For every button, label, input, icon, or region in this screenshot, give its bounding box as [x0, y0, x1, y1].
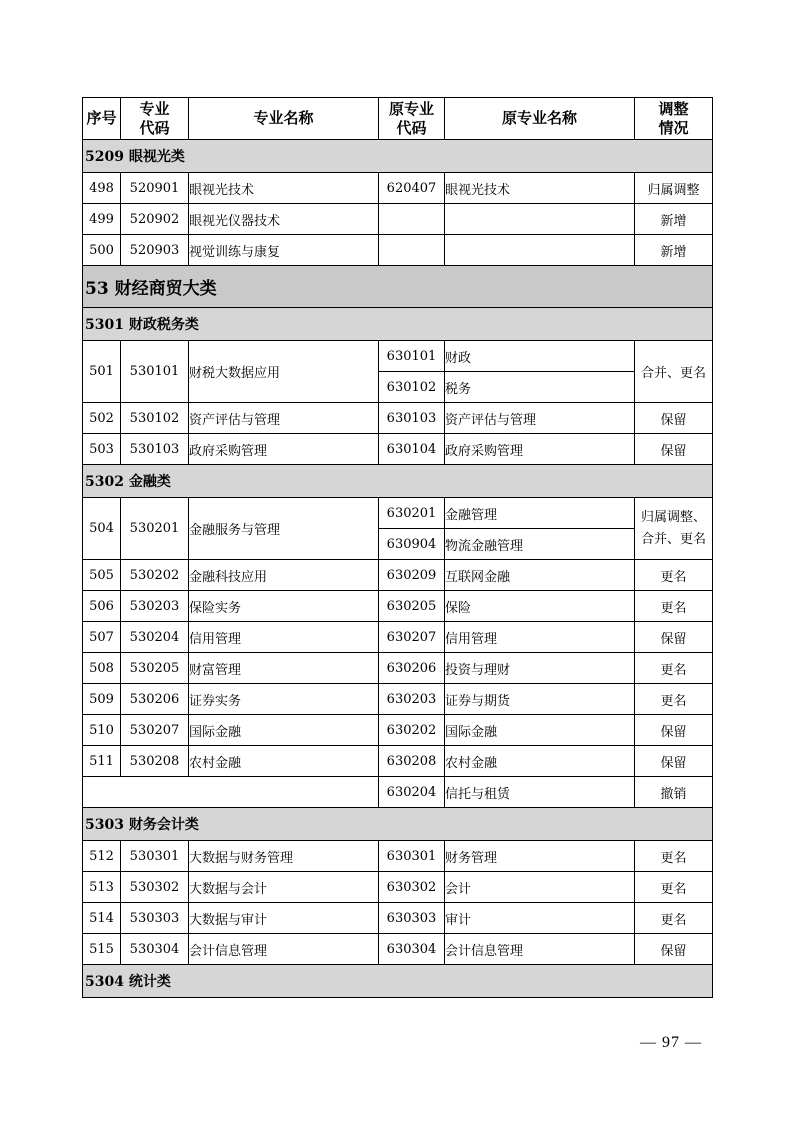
status-cell: 保留 — [635, 434, 713, 465]
header-code-text: 专业 代码 — [139, 99, 170, 137]
status-cell: 保留 — [635, 746, 713, 777]
header-orig-name: 原专业名称 — [445, 98, 635, 140]
orig-code-cell: 630201 — [379, 498, 445, 529]
orig-code-cell: 630207 — [379, 622, 445, 653]
status-cell: 更名 — [635, 841, 713, 872]
orig-name-cell: 审计 — [445, 903, 635, 934]
header-status — [635, 98, 713, 140]
name-cell: 资产评估与管理 — [189, 403, 379, 434]
orig-code-cell: 630102 — [379, 372, 445, 403]
status-cell: 撤销 — [635, 777, 713, 808]
orig-name-cell: 财务管理 — [445, 841, 635, 872]
category-5209: 5209 眼视光类 — [83, 140, 713, 173]
header-orig-code-text: 原专业 代码 — [388, 99, 434, 137]
name-cell: 财富管理 — [189, 653, 379, 684]
status-cell: 保留 — [635, 934, 713, 965]
orig-code-cell: 630904 — [379, 529, 445, 560]
orig-code-cell: 630206 — [379, 653, 445, 684]
name-cell: 大数据与财务管理 — [189, 841, 379, 872]
category-row — [83, 140, 713, 173]
category-5301: 5301 财政税务类 — [83, 308, 713, 341]
orig-code-cell: 630301 — [379, 841, 445, 872]
orig-name-cell: 保险 — [445, 591, 635, 622]
name-cell: 大数据与会计 — [189, 872, 379, 903]
code-cell: 520901 — [121, 173, 189, 204]
orig-name-cell: 互联网金融 — [445, 560, 635, 591]
table-row — [83, 560, 713, 591]
code-cell: 530202 — [121, 560, 189, 591]
header-seq: 序号 — [83, 98, 121, 140]
page-number: — 97 — — [640, 1034, 702, 1051]
orig-code-cell: 630103 — [379, 403, 445, 434]
orig-name-cell: 农村金融 — [445, 746, 635, 777]
orig-code-cell: 630203 — [379, 684, 445, 715]
category-row — [83, 308, 713, 341]
header-orig-code — [379, 98, 445, 140]
category-5303: 5303 财务会计类 — [83, 808, 713, 841]
seq-cell: 514 — [83, 903, 121, 934]
category-row — [83, 465, 713, 498]
seq-cell: 505 — [83, 560, 121, 591]
seq-cell: 510 — [83, 715, 121, 746]
header-name: 专业名称 — [189, 98, 379, 140]
status-cell: 合并、更名 — [635, 341, 713, 403]
orig-name-cell: 投资与理财 — [445, 653, 635, 684]
name-cell: 眼视光仪器技术 — [189, 204, 379, 235]
name-cell: 保险实务 — [189, 591, 379, 622]
header-row — [83, 98, 713, 140]
orig-code-cell: 630101 — [379, 341, 445, 372]
name-cell: 国际金融 — [189, 715, 379, 746]
table-row — [83, 591, 713, 622]
status-cell: 更名 — [635, 560, 713, 591]
code-cell: 530103 — [121, 434, 189, 465]
name-cell: 农村金融 — [189, 746, 379, 777]
status-text: 归属调整、 合并、更名 — [640, 509, 706, 547]
table-row — [83, 622, 713, 653]
orig-name-cell: 信托与租赁 — [445, 777, 635, 808]
table-row — [83, 173, 713, 204]
seq-cell: 508 — [83, 653, 121, 684]
category-5304: 5304 统计类 — [83, 965, 713, 998]
orig-code-cell: 630202 — [379, 715, 445, 746]
code-cell: 520903 — [121, 235, 189, 266]
orig-code-cell — [379, 235, 445, 266]
category-5302: 5302 金融类 — [83, 465, 713, 498]
status-cell: 保留 — [635, 715, 713, 746]
seq-cell: 512 — [83, 841, 121, 872]
orig-name-cell: 税务 — [445, 372, 635, 403]
seq-cell: 515 — [83, 934, 121, 965]
table-row — [83, 746, 713, 777]
status-cell: 保留 — [635, 622, 713, 653]
seq-cell: 513 — [83, 872, 121, 903]
orig-name-cell: 物流金融管理 — [445, 529, 635, 560]
table-row — [83, 903, 713, 934]
table-row — [83, 715, 713, 746]
code-cell: 530302 — [121, 872, 189, 903]
status-cell: 新增 — [635, 204, 713, 235]
orig-name-cell: 信用管理 — [445, 622, 635, 653]
seq-cell: 500 — [83, 235, 121, 266]
orig-code-cell: 630304 — [379, 934, 445, 965]
header-status-text: 调整 情况 — [658, 99, 689, 137]
orig-name-cell: 证券与期货 — [445, 684, 635, 715]
status-cell: 更名 — [635, 591, 713, 622]
table-row — [83, 684, 713, 715]
orig-name-cell: 资产评估与管理 — [445, 403, 635, 434]
name-cell: 财税大数据应用 — [189, 341, 379, 403]
code-cell: 530204 — [121, 622, 189, 653]
orig-code-cell: 630208 — [379, 746, 445, 777]
seq-cell: 506 — [83, 591, 121, 622]
name-cell: 金融科技应用 — [189, 560, 379, 591]
seq-cell: 501 — [83, 341, 121, 403]
status-cell: 归属调整 — [635, 173, 713, 204]
table-row — [83, 777, 713, 808]
orig-name-cell: 财政 — [445, 341, 635, 372]
table-row — [83, 653, 713, 684]
orig-code-cell: 630302 — [379, 872, 445, 903]
orig-code-cell — [379, 204, 445, 235]
orig-name-cell: 政府采购管理 — [445, 434, 635, 465]
code-cell: 530101 — [121, 341, 189, 403]
table-row — [83, 934, 713, 965]
seq-cell: 503 — [83, 434, 121, 465]
orig-name-cell — [445, 204, 635, 235]
orig-name-cell: 金融管理 — [445, 498, 635, 529]
majors-table — [82, 97, 713, 998]
code-cell: 530201 — [121, 498, 189, 560]
name-cell: 会计信息管理 — [189, 934, 379, 965]
seq-cell: 499 — [83, 204, 121, 235]
category-row — [83, 808, 713, 841]
name-cell: 证券实务 — [189, 684, 379, 715]
name-cell: 视觉训练与康复 — [189, 235, 379, 266]
code-cell: 530208 — [121, 746, 189, 777]
table-row — [83, 841, 713, 872]
status-cell: 保留 — [635, 403, 713, 434]
table-row — [83, 204, 713, 235]
status-cell: 更名 — [635, 872, 713, 903]
orig-code-cell: 620407 — [379, 173, 445, 204]
name-cell: 眼视光技术 — [189, 173, 379, 204]
orig-name-cell: 眼视光技术 — [445, 173, 635, 204]
empty-cell — [83, 777, 379, 808]
major-category-53: 53 财经商贸大类 — [83, 266, 713, 308]
code-cell: 530102 — [121, 403, 189, 434]
status-cell — [635, 498, 713, 560]
major-category-row — [83, 266, 713, 308]
orig-name-cell: 会计信息管理 — [445, 934, 635, 965]
code-cell: 530206 — [121, 684, 189, 715]
orig-code-cell: 630209 — [379, 560, 445, 591]
seq-cell: 507 — [83, 622, 121, 653]
name-cell: 政府采购管理 — [189, 434, 379, 465]
orig-name-cell: 国际金融 — [445, 715, 635, 746]
seq-cell: 509 — [83, 684, 121, 715]
table-row — [83, 341, 713, 372]
status-cell: 更名 — [635, 653, 713, 684]
seq-cell: 511 — [83, 746, 121, 777]
code-cell: 530303 — [121, 903, 189, 934]
seq-cell: 498 — [83, 173, 121, 204]
orig-name-cell: 会计 — [445, 872, 635, 903]
code-cell: 530304 — [121, 934, 189, 965]
seq-cell: 504 — [83, 498, 121, 560]
orig-code-cell: 630205 — [379, 591, 445, 622]
seq-cell: 502 — [83, 403, 121, 434]
table-row — [83, 403, 713, 434]
header-code — [121, 98, 189, 140]
category-row — [83, 965, 713, 998]
table-row — [83, 498, 713, 529]
orig-code-cell: 630104 — [379, 434, 445, 465]
status-cell: 更名 — [635, 903, 713, 934]
status-cell: 新增 — [635, 235, 713, 266]
name-cell: 大数据与审计 — [189, 903, 379, 934]
code-cell: 530203 — [121, 591, 189, 622]
code-cell: 530301 — [121, 841, 189, 872]
orig-name-cell — [445, 235, 635, 266]
code-cell: 530207 — [121, 715, 189, 746]
status-cell: 更名 — [635, 684, 713, 715]
table-row — [83, 872, 713, 903]
code-cell: 530205 — [121, 653, 189, 684]
table-row — [83, 235, 713, 266]
name-cell: 金融服务与管理 — [189, 498, 379, 560]
table-row — [83, 434, 713, 465]
orig-code-cell: 630204 — [379, 777, 445, 808]
name-cell: 信用管理 — [189, 622, 379, 653]
code-cell: 520902 — [121, 204, 189, 235]
orig-code-cell: 630303 — [379, 903, 445, 934]
